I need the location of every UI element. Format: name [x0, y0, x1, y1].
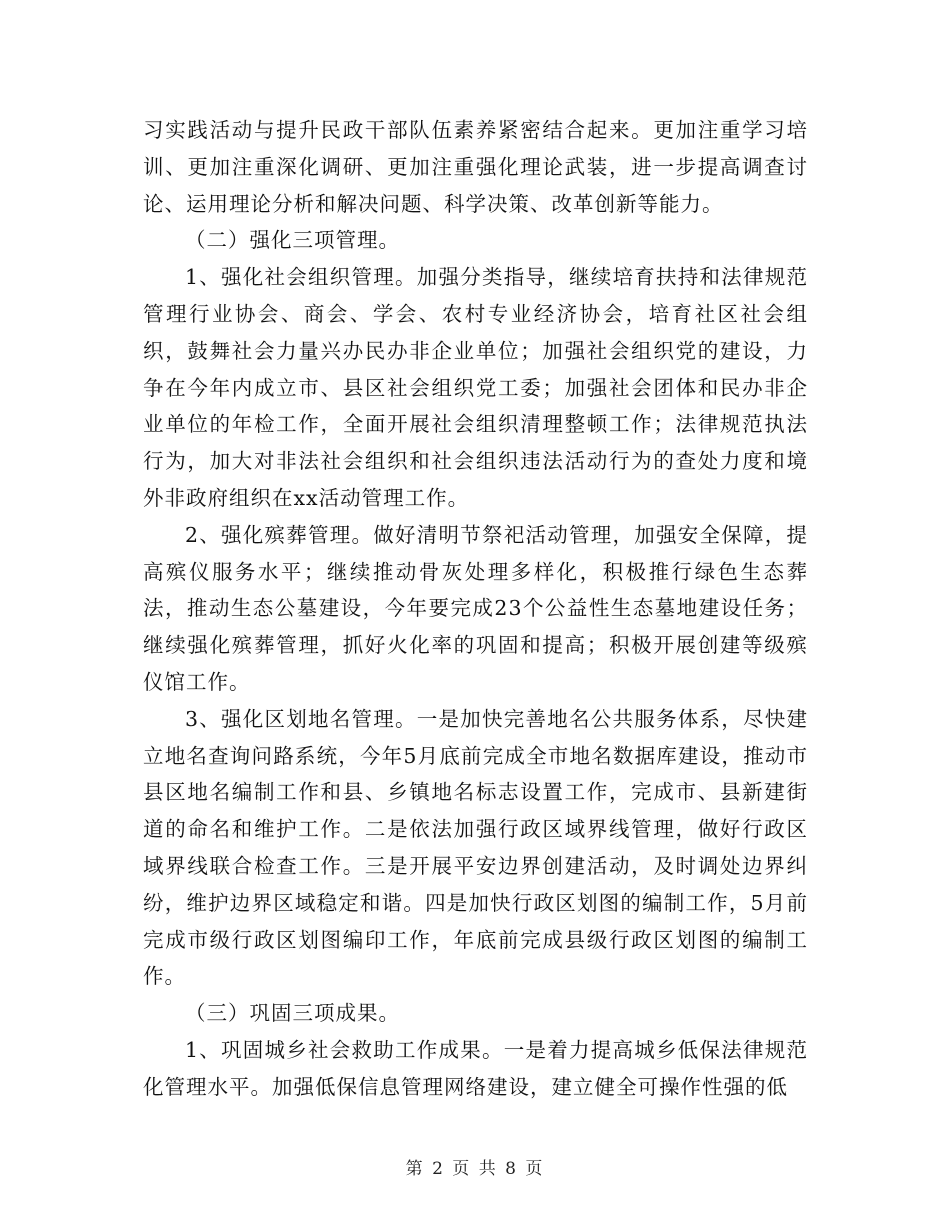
paragraph-funeral-management: 2、强化殡葬管理。做好清明节祭祀活动管理，加强安全保障，提高殡仪服务水平；继续推动骨灰处理多样化，积极推行绿色生态葬法，推动生态公墓建设，今年要完成23个公益性生态墓地建设任务；继续强化殡葬管理，抓好火化率的巩固和提高；积极开展创建等级殡仪馆工作。	[143, 522, 808, 694]
paragraph-social-organization: 1、强化社会组织管理。加强分类指导，继续培育扶持和法律规范管理行业协会、商会、学会、农村专业经济协会，培育社区社会组织，鼓舞社会力量兴办民办非企业单位；加强社会组织党的建设，力争在今年内成立市、县区社会组织党工委；加强社会团体和民办非企业单位的年检工作，全面开展社会组织清理整顿工作；法律规范执法行为，加大对非法社会组织和社会组织违法活动行为的查处力度和境外非政府组织在xx活动管理工作。	[143, 265, 808, 510]
paragraph-study-practice: 习实践活动与提升民政干部队伍素养紧密结合起来。更加注重学习培训、更加注重深化调研、更加注重强化理论武装，进一步提高调查讨论、运用理论分析和解决问题、科学决策、改革创新等能力。	[143, 118, 808, 216]
section-heading-three-management: （二）强化三项管理。	[185, 228, 400, 253]
page-number-footer: 第 2 页 共 8 页	[405, 1159, 545, 1179]
document-body	[143, 112, 808, 1106]
paragraph-social-assistance: 1、巩固城乡社会救助工作成果。一是着力提高城乡低保法律规范化管理水平。加强低保信息管理网络建设，建立健全可操作性强的低	[143, 1037, 808, 1099]
section-heading-three-results: （三）巩固三项成果。	[185, 1001, 400, 1026]
paragraph-place-name-management: 3、强化区划地名管理。一是加快完善地名公共服务体系，尽快建立地名查询问路系统，今年5月底前完成全市地名数据库建设，推动市县区地名编制工作和县、乡镇地名标志设置工作，完成市、县新建街道的命名和维护工作。二是依法加强行政区域界线管理，做好行政区域界线联合检查工作。三是开展平安边界创建活动，及时调处边界纠纷，维护边界区域稳定和谐。四是加快行政区划图的编制工作，5月前完成市级行政区划图编印工作，年底前完成县级行政区划图的编制工作。	[143, 706, 808, 989]
